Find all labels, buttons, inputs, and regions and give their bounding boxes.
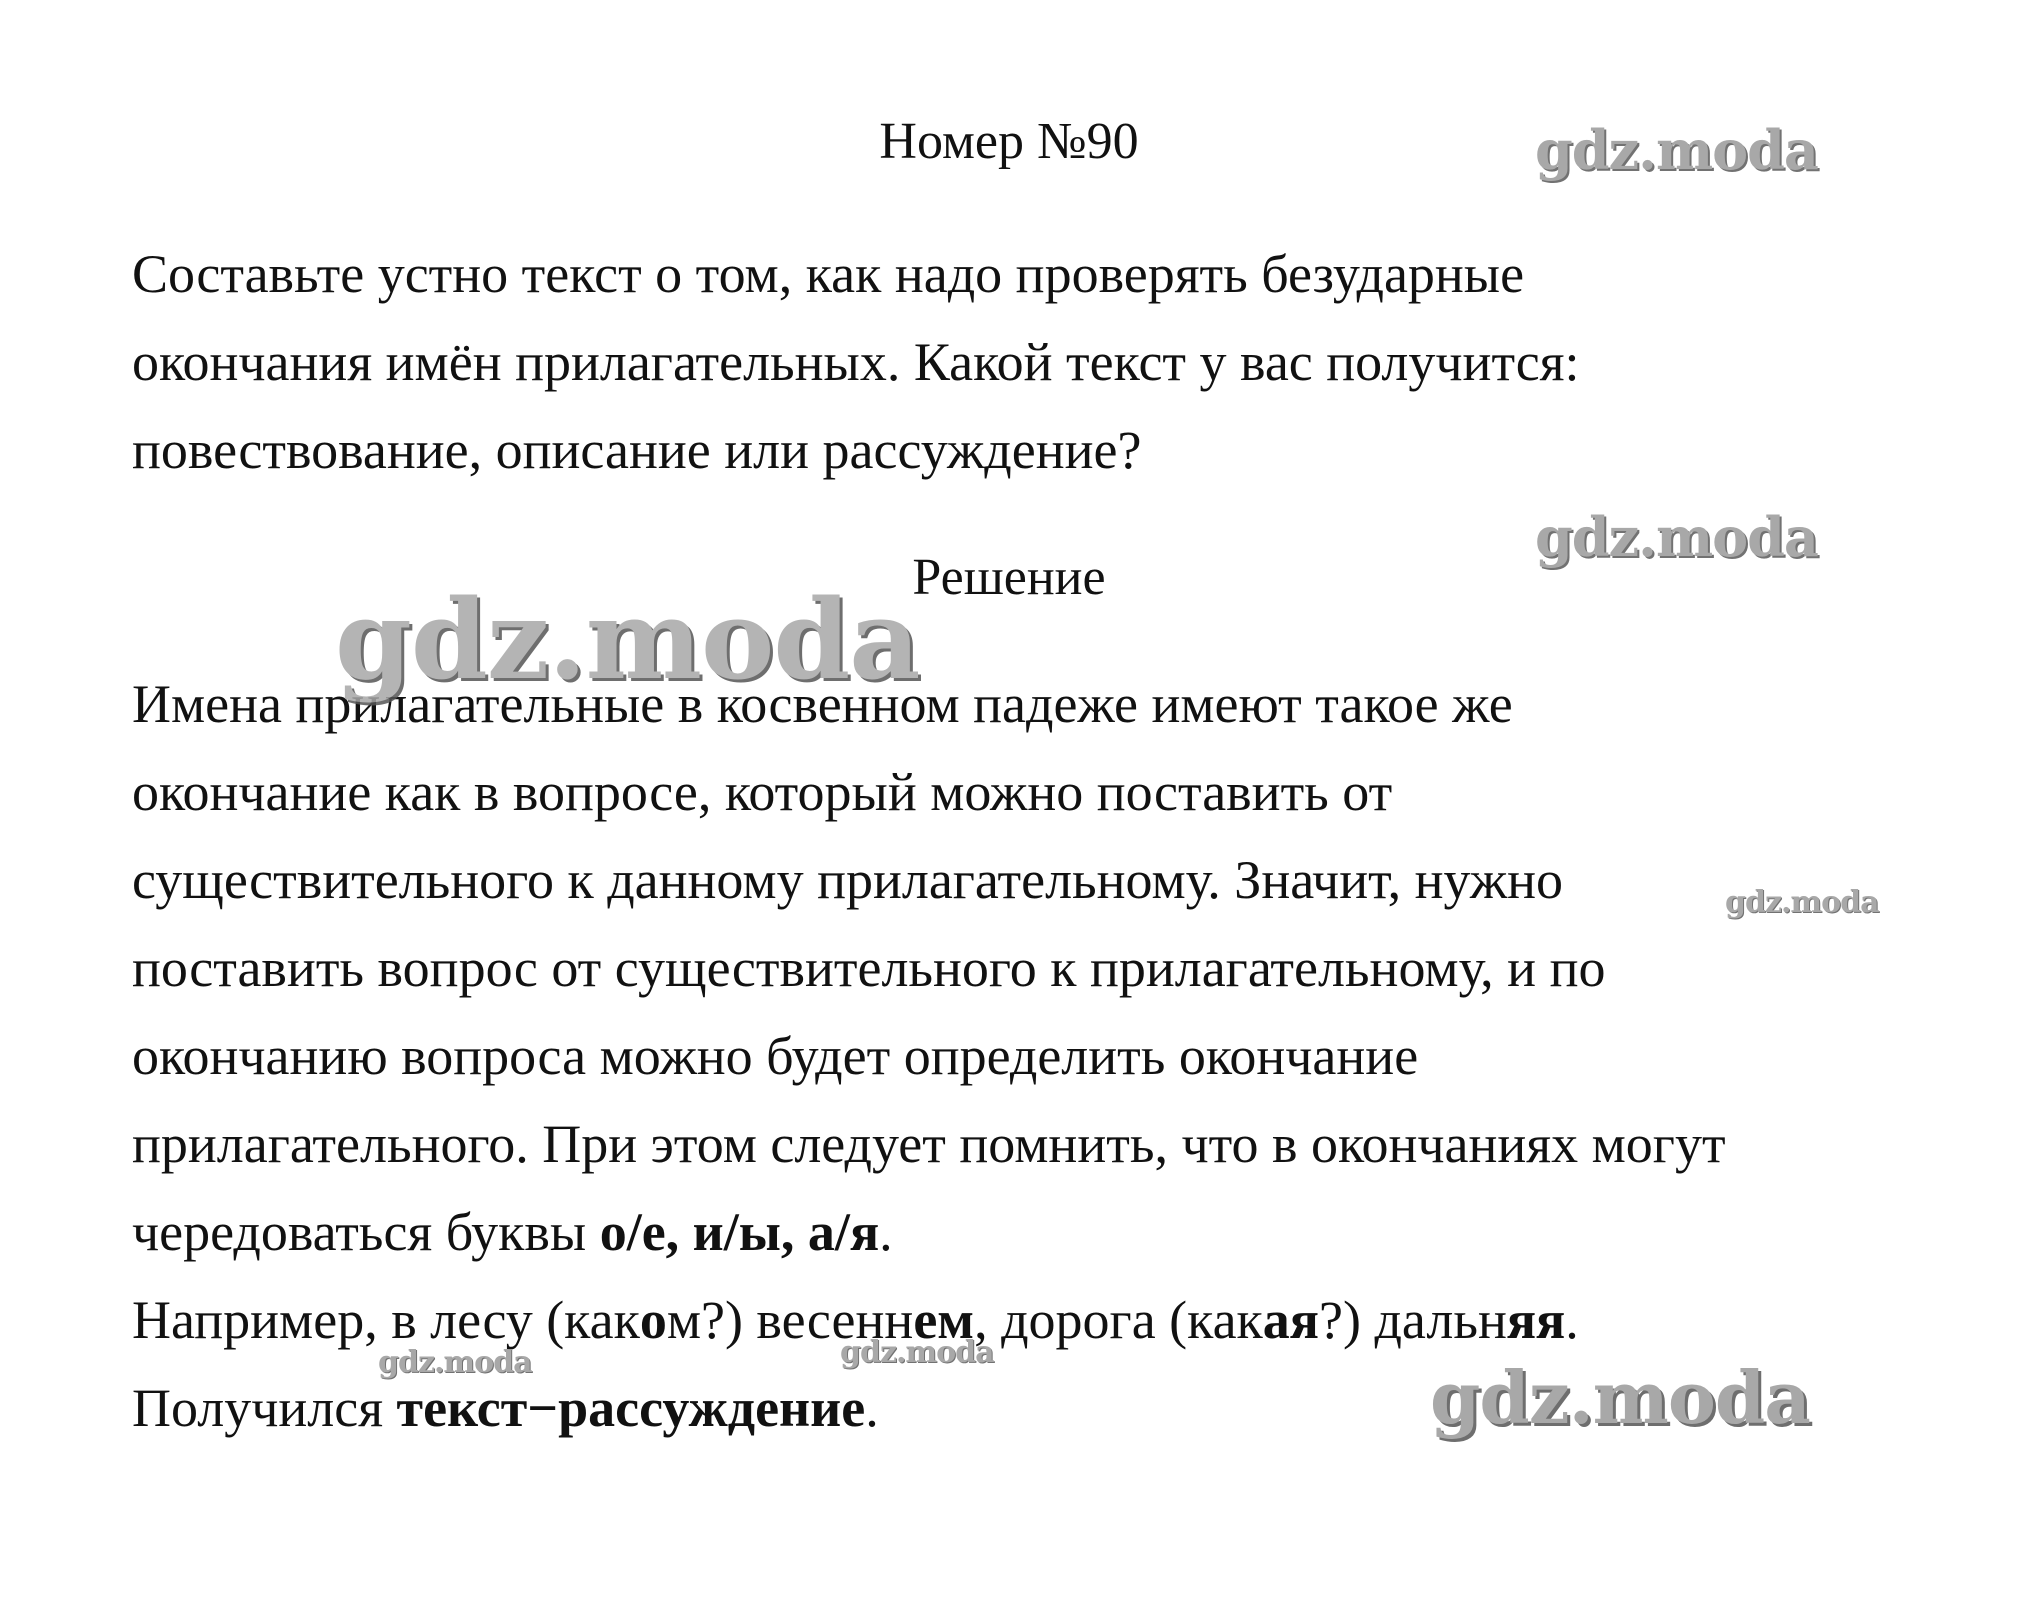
solution-line: существительного к данному прилагательному. Значит, нужно [132,850,1564,910]
solution-line: Имена прилагательные в косвенном падеже имеют такое же [132,674,1513,734]
task-line: Составьте устно текст о том, как надо проверять безударные [132,244,1525,304]
watermark: gdz.moda [840,1335,994,1370]
watermark: gdz.moda [335,575,920,704]
watermark: gdz.moda [1430,1355,1810,1440]
example-text: , дорога (как [974,1290,1263,1350]
solution-paragraph [132,660,1932,1276]
watermark: gdz.moda [1535,505,1818,569]
page-title: Номер №90 [879,113,1139,170]
watermark: gdz.moda [378,1345,532,1380]
solution-heading: Решение [912,549,1106,606]
solution-line: окончание как в вопросе, который можно поставить от [132,762,1393,822]
example-text: . [1565,1290,1579,1350]
letter-pairs: о/е, и/ы, а/я [599,1202,880,1262]
solution-line: поставить вопрос от существительного к прилагательному, и по [132,938,1606,998]
example-ending: яя [1506,1290,1566,1350]
example-text: Например, в лесу (как [132,1290,640,1350]
conclusion-text: Получился [132,1378,397,1438]
example-text: м?) весенн [666,1290,914,1350]
watermark: gdz.moda [1535,118,1818,182]
watermark: gdz.moda [1725,885,1879,920]
example-ending: о [639,1290,667,1350]
solution-line: окончанию вопроса можно будет определить окончание [132,1026,1419,1086]
example-text: ?) дальн [1319,1290,1507,1350]
example-ending: ая [1262,1290,1319,1350]
conclusion-term: текст−рассуждение [396,1378,866,1438]
solution-text [132,660,1932,1452]
example-ending: ем [913,1290,975,1350]
task-line: повествование, описание или рассуждение? [132,420,1142,480]
period: . [879,1202,893,1262]
solution-line: чередоваться буквы [132,1202,600,1262]
task-line: окончания имён прилагательных. Какой текст у вас получится: [132,332,1580,392]
task-text [132,230,1932,494]
period: . [865,1378,879,1438]
solution-line: прилагательного. При этом следует помнить, что в окончаниях могут [132,1114,1726,1174]
